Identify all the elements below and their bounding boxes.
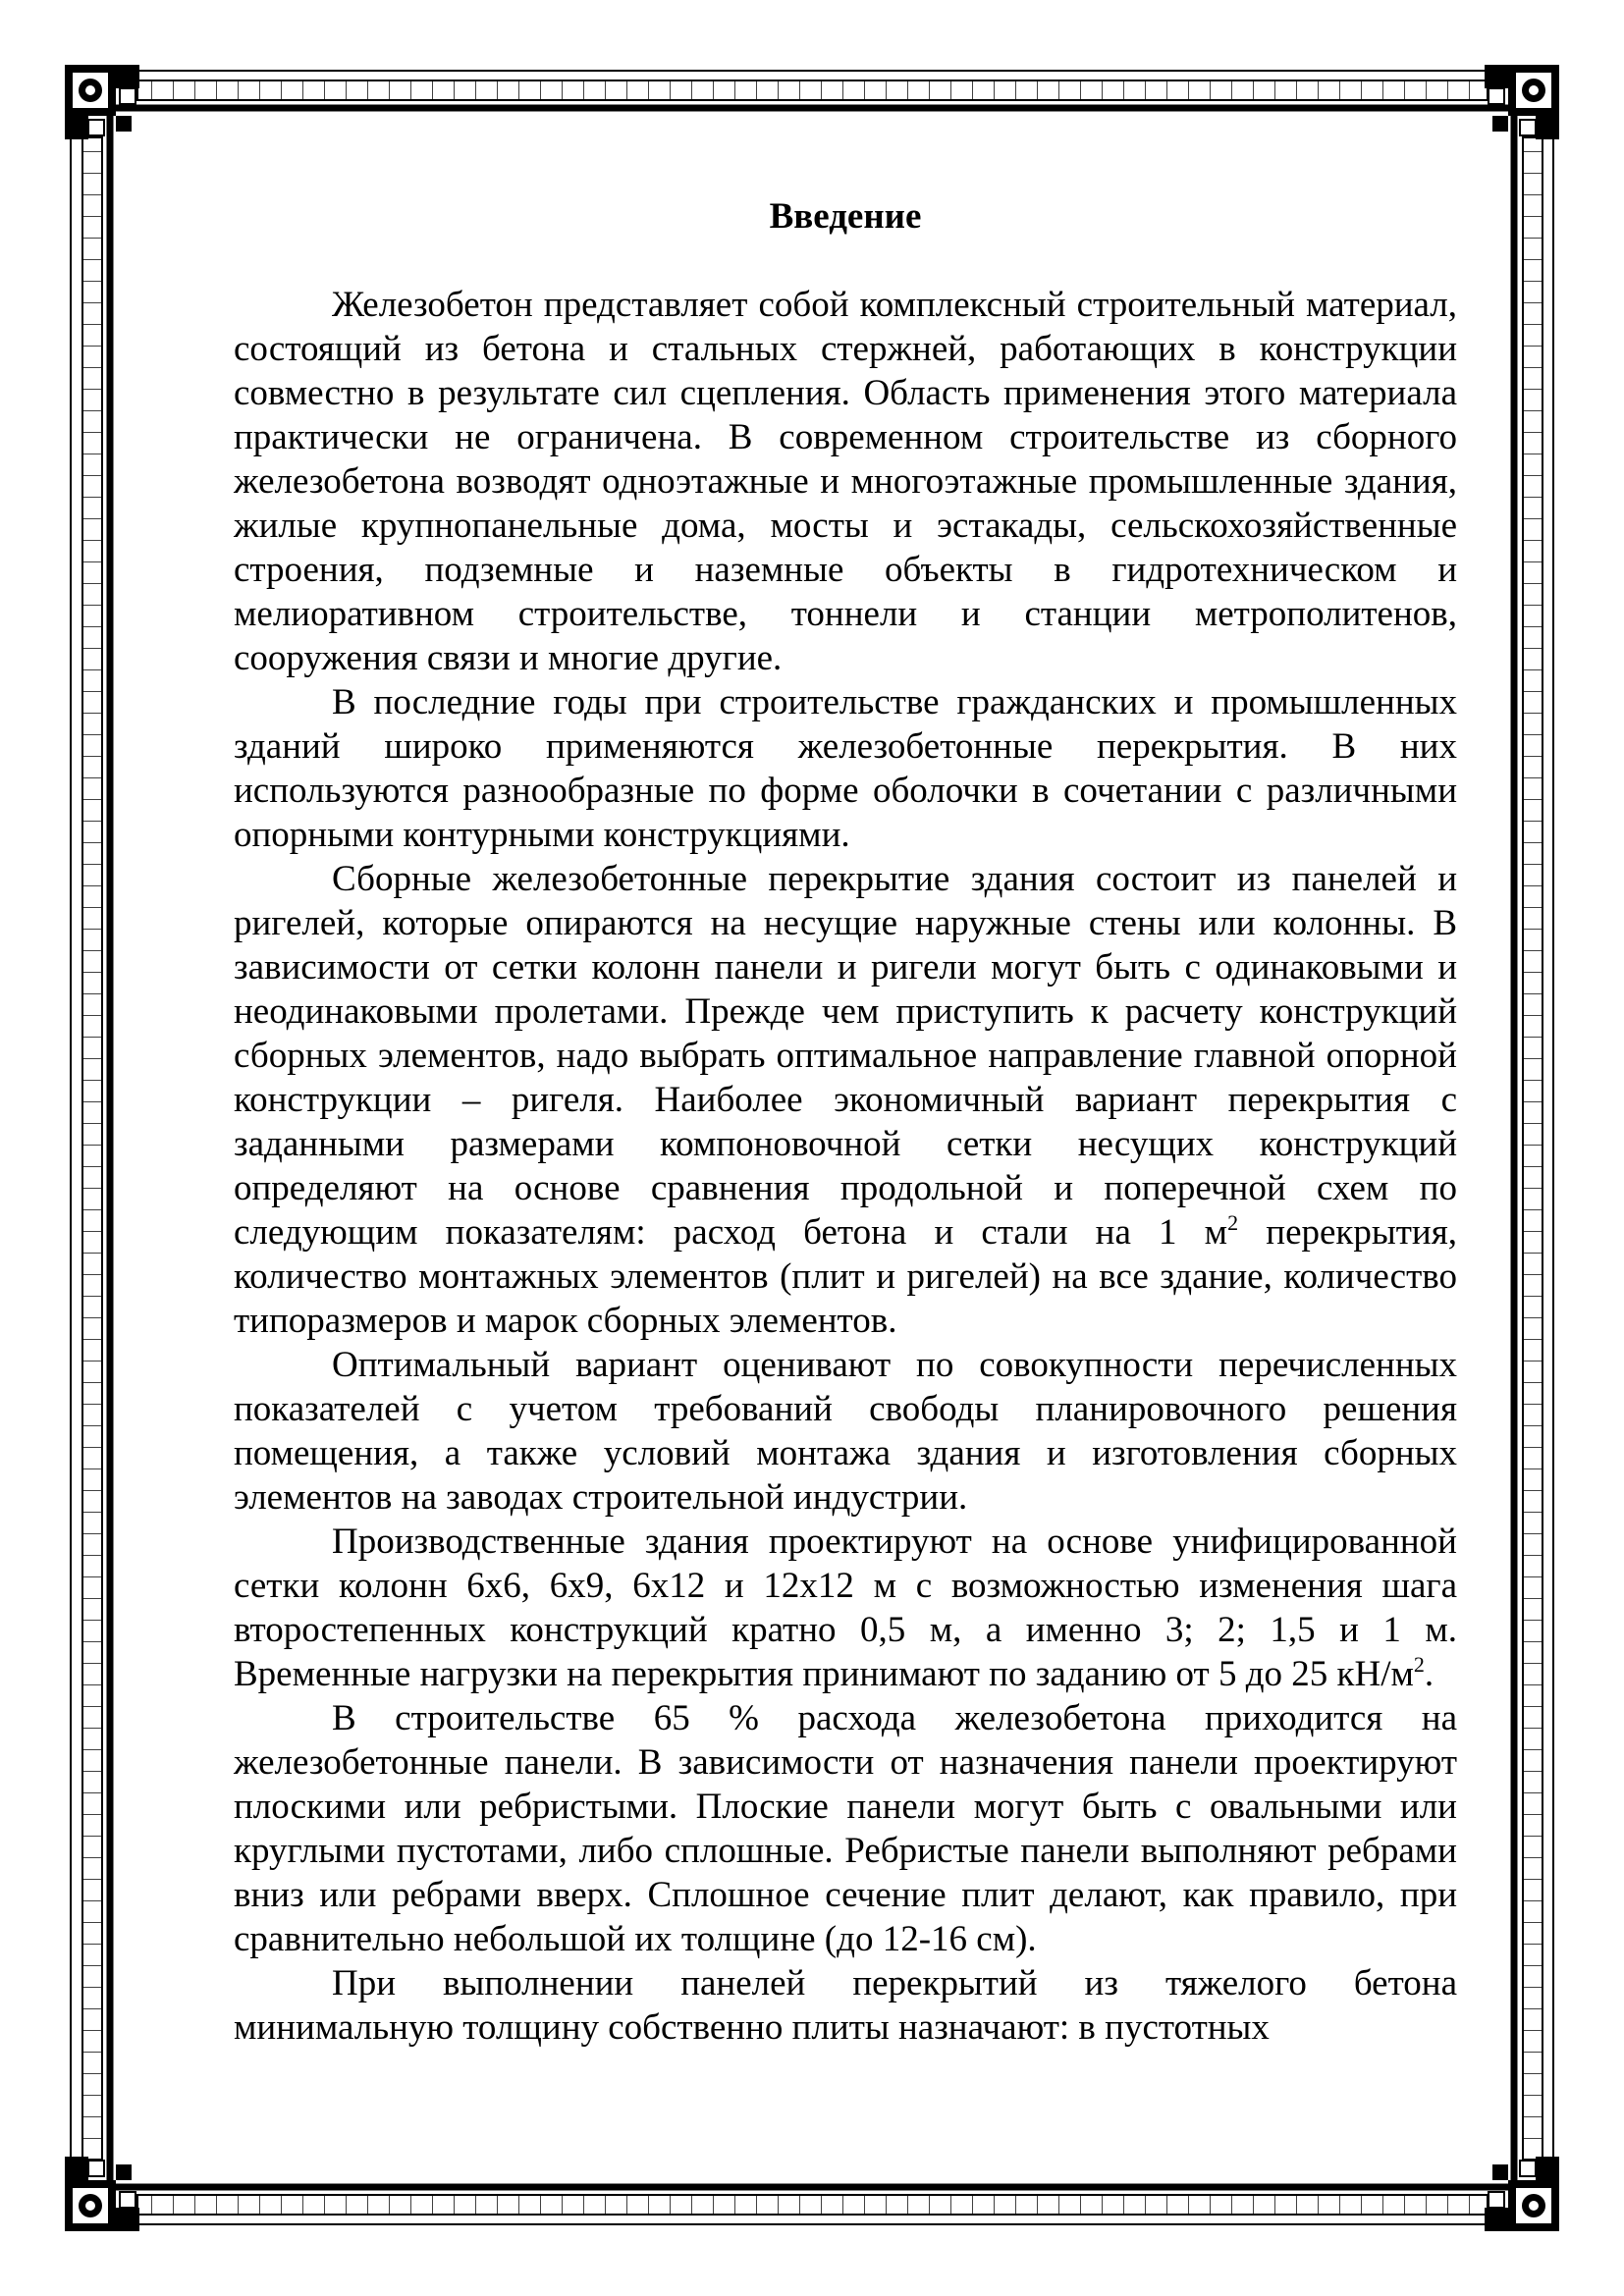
corner-ornament-bottom-right bbox=[1485, 2157, 1559, 2231]
corner-ornament-top-right bbox=[1485, 65, 1559, 139]
text-run: перекрытия, количество монтажных элементов (плит и ригелей) на все здание, количество типоразмеров и марок сборных элементов. bbox=[234, 1212, 1457, 1341]
page-title: Введение bbox=[769, 196, 922, 237]
paragraph bbox=[234, 1696, 1457, 1961]
superscript: 2 bbox=[1227, 1210, 1239, 1235]
page-content bbox=[234, 194, 1457, 2050]
text-run: В строительстве 65 % расхода железобетона приходится на железобетонные панели. В зависимости от назначения панели проектируют плоскими или ребристыми. Плоские панели могут быть с овальными или круглыми пустотами, либо сплошные. Ребристые панели выполняют ребрами вниз или ребрами вверх. Сплошное сечение плит делают, как правило, при сравнительно небольшой их толщине (до 12-16 см). bbox=[234, 1698, 1457, 1959]
superscript: 2 bbox=[1413, 1652, 1425, 1677]
text-run: Сборные железобетонные перекрытие здания состоит из панелей и ригелей, которые опираются на несущие наружные стены или колонны. В зависимости от сетки колонн панели и ригели могут быть с одинаковыми и неодинаковыми пролетами. Прежде чем приступить к расчету конструкций сборных элементов, надо выбрать оптимальное направление главной опорной конструкции – ригеля. Наиболее экономичный вариант перекрытия с заданными размерами компоновочной сетки несущих конструкций определяют на основе сравнения продольной и поперечной схем по следующим показателям: расход бетона и стали на 1 м bbox=[234, 859, 1457, 1253]
text-run: Оптимальный вариант оценивают по совокупности перечисленных показателей с учетом требований свободы планировочного решения помещения, а также условий монтажа здания и изготовления сборных элементов на заводах строительной индустрии. bbox=[234, 1345, 1457, 1518]
paragraph bbox=[234, 680, 1457, 857]
body-text bbox=[234, 283, 1457, 2050]
paragraph bbox=[234, 1520, 1457, 1696]
paragraph bbox=[234, 1343, 1457, 1520]
paragraph bbox=[234, 283, 1457, 680]
text-run: Производственные здания проектируют на основе унифицированной сетки колонн 6х6, 6х9, 6х12 и 12х12 м с возможностью изменения шага второстепенных конструкций кратно 0,5 м, а именно 3; 2; 1,5 и 1 м. Временные нагрузки на перекрытия принимают по заданию от 5 до 25 кН/м bbox=[234, 1522, 1457, 1694]
text-run: При выполнении панелей перекрытий из тяжелого бетона минимальную толщину собственно плиты назначают: в пустотных bbox=[234, 1963, 1457, 2048]
paragraph bbox=[234, 1961, 1457, 2050]
text-run: . bbox=[1424, 1654, 1435, 1694]
corner-ornament-top-left bbox=[65, 65, 139, 139]
corner-ornament-bottom-left bbox=[65, 2157, 139, 2231]
paragraph bbox=[234, 857, 1457, 1343]
text-run: Железобетон представляет собой комплексный строительный материал, состоящий из бетона и стальных стержней, работающих в конструкции совместно в результате сил сцепления. Область применения этого материала практически не ограничена. В современном строительстве из сборного железобетона возводят одноэтажные и многоэтажные промышленные здания, жилые крупнопанельные дома, мосты и эстакады, сельскохозяйственные строения, подземные и наземные объекты в гидротехническом и мелиоративном строительстве, тоннели и станции метрополитенов, сооружения связи и многие другие. bbox=[234, 285, 1457, 678]
text-run: В последние годы при строительстве гражданских и промышленных зданий широко применяются железобетонные перекрытия. В них используются разнообразные по форме оболочки в сочетании с различными опорными контурными конструкциями. bbox=[234, 682, 1457, 855]
